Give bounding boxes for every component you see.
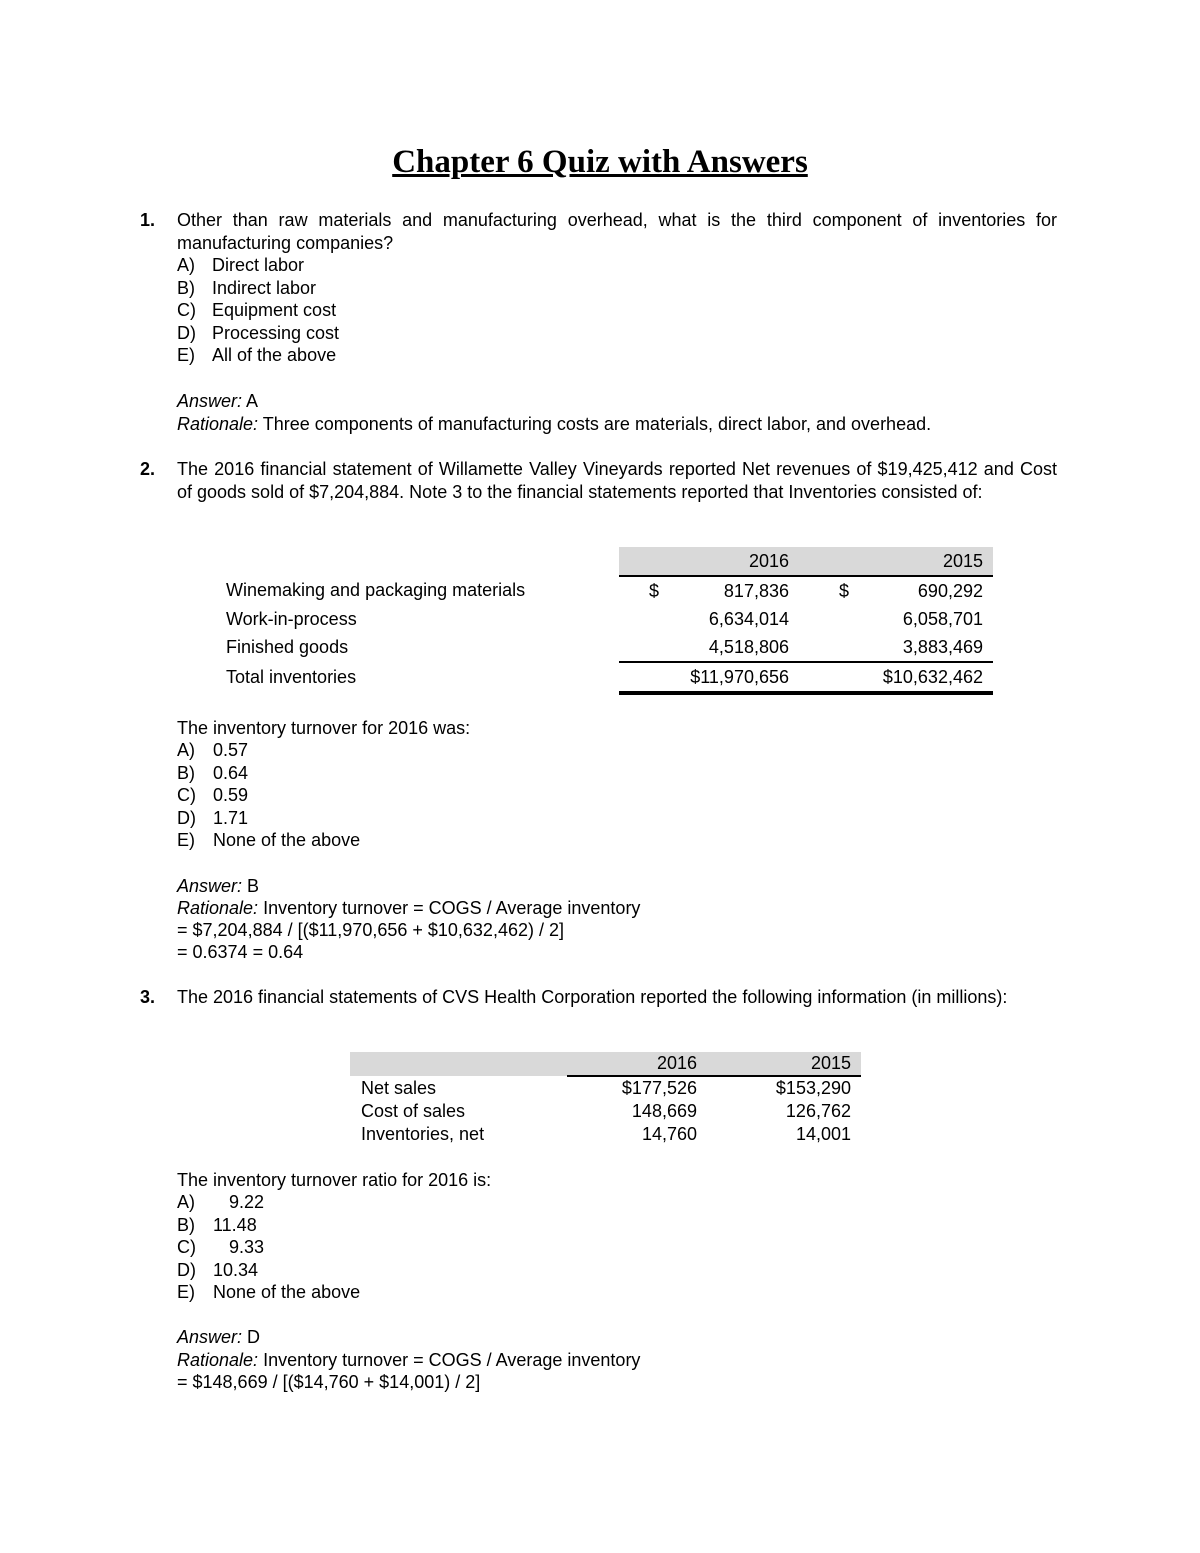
value-2015: $10,632,462 [813, 662, 993, 693]
question-2-number: 2. [140, 459, 156, 479]
answer-label: Answer: [177, 876, 243, 896]
inventory-table [222, 547, 993, 695]
value-2016: 4,518,806 [619, 633, 813, 662]
q2-calculation-2: = 0.6374 = 0.64 [177, 942, 304, 962]
question-1-text: Other than raw materials and manufacturing overhead, what is the third component of inventories for manufacturing companies? [177, 210, 1057, 253]
q3-rationale [177, 1349, 640, 1371]
question-3-number: 3. [140, 987, 156, 1007]
option-letter: C) [177, 785, 196, 805]
rationale-text: Inventory turnover = COGS / Average inventory [263, 898, 641, 918]
option-letter: B) [177, 278, 195, 298]
column-header-2015: 2015 [813, 547, 993, 576]
q2-rationale [177, 897, 640, 919]
question-2-text: The 2016 financial statement of Willamette Valley Vineyards reported Net revenues of $19,425,412 and Cost of goods sold of $7,204,884. Note 3 to the financial statements reported that Inventories consisted of: [177, 459, 1057, 502]
value-2015: 690,292 [917, 580, 983, 601]
option-text: 10.34 [213, 1260, 259, 1280]
q1-option-c [177, 299, 336, 321]
table-header-row [222, 547, 993, 576]
value-2016: $11,970,656 [619, 662, 813, 693]
dollar-sign: $ [649, 580, 660, 601]
q2-option-a [177, 739, 248, 761]
q3-option-a [177, 1191, 264, 1213]
q1-option-b [177, 277, 316, 299]
q2-option-c [177, 784, 248, 806]
q1-rationale [177, 413, 931, 435]
column-header-2016: 2016 [748, 550, 789, 571]
option-text: 0.64 [213, 763, 249, 783]
table-row [350, 1100, 861, 1123]
row-label: Finished goods [226, 637, 349, 657]
option-text: 9.33 [229, 1237, 265, 1257]
value-2016: 6,634,014 [708, 608, 789, 629]
table-row [350, 1076, 861, 1100]
answer-value: B [247, 876, 260, 896]
q3-option-b [177, 1214, 257, 1236]
answer-value: D [247, 1327, 261, 1347]
page-title: Chapter 6 Quiz with Answers [392, 144, 808, 180]
cvs-table [350, 1052, 861, 1146]
q3-option-e [177, 1281, 360, 1303]
option-letter: E) [177, 1282, 195, 1302]
q2-option-d [177, 807, 248, 829]
option-letter: B) [177, 1215, 195, 1235]
option-text: Direct labor [212, 255, 305, 275]
value-2015: 3,883,469 [813, 633, 993, 662]
rationale-label: Rationale: [177, 1350, 259, 1370]
value-2015: 14,001 [795, 1124, 851, 1144]
option-text: 11.48 [213, 1215, 257, 1235]
value-2016: 14,760 [641, 1124, 697, 1144]
option-letter: D) [177, 323, 196, 343]
q2-answer [177, 875, 259, 897]
option-text: 0.59 [213, 785, 249, 805]
q1-answer [177, 390, 258, 412]
value-2015: 6,058,701 [902, 608, 983, 629]
row-label: Winemaking and packaging materials [226, 580, 526, 600]
option-text: 9.22 [229, 1192, 265, 1212]
option-letter: D) [177, 1260, 196, 1280]
column-header-2015: 2015 [711, 1052, 861, 1076]
option-letter: E) [177, 345, 195, 365]
q1-option-a [177, 254, 304, 276]
q3-option-d [177, 1259, 258, 1281]
row-label: Work-in-process [226, 608, 357, 629]
option-letter: C) [177, 1237, 196, 1257]
q1-option-e [177, 344, 336, 366]
option-letter: A) [177, 1192, 195, 1212]
question-1-number: 1. [140, 210, 156, 230]
dollar-sign: $ [839, 580, 850, 601]
rationale-text: Inventory turnover = COGS / Average inventory [263, 1350, 641, 1370]
value-2016: 817,836 [723, 580, 789, 601]
table-row [222, 576, 993, 605]
answer-value: A [246, 391, 259, 411]
question-2-prompt: The inventory turnover for 2016 was: [177, 718, 471, 738]
value-2016: 148,669 [631, 1101, 697, 1121]
table-total-row [222, 662, 993, 693]
option-text: None of the above [213, 1282, 361, 1302]
option-letter: D) [177, 808, 196, 828]
row-label: Net sales [361, 1077, 437, 1098]
question-3-text: The 2016 financial statements of CVS Health Corporation reported the following information (in millions): [177, 987, 1008, 1007]
rationale-label: Rationale: [177, 414, 259, 434]
option-text: 0.57 [213, 740, 249, 760]
row-label: Inventories, net [361, 1124, 485, 1144]
question-3-prompt: The inventory turnover ratio for 2016 is: [177, 1170, 492, 1190]
q3-answer [177, 1326, 260, 1348]
option-letter: E) [177, 830, 195, 850]
row-label: Cost of sales [361, 1101, 466, 1121]
row-label: Total inventories [226, 667, 357, 687]
value-2015: 126,762 [785, 1101, 851, 1121]
option-letter: C) [177, 300, 196, 320]
table-row [350, 1123, 861, 1146]
option-letter: A) [177, 255, 195, 275]
option-text: All of the above [212, 345, 337, 365]
rationale-text: Three components of manufacturing costs are materials, direct labor, and overhead. [262, 414, 932, 434]
option-letter: B) [177, 763, 195, 783]
table-header-row [350, 1052, 861, 1076]
column-header-2016: 2016 [567, 1052, 711, 1076]
q2-option-e [177, 829, 360, 851]
answer-label: Answer: [177, 1327, 243, 1347]
q1-option-d [177, 322, 339, 344]
option-letter: A) [177, 740, 195, 760]
rationale-label: Rationale: [177, 898, 259, 918]
table-row [222, 633, 993, 662]
value-2015: $153,290 [775, 1078, 851, 1098]
q2-calculation-1: = $7,204,884 / [($11,970,656 + $10,632,462) / 2] [177, 920, 564, 940]
q3-calculation-1: = $148,669 / [($14,760 + $14,001) / 2] [177, 1372, 481, 1392]
q2-option-b [177, 762, 248, 784]
table-row [222, 605, 993, 633]
option-text: 1.71 [213, 808, 249, 828]
answer-label: Answer: [177, 391, 243, 411]
q3-option-c [177, 1236, 264, 1258]
option-text: Equipment cost [212, 300, 337, 320]
value-2016: $177,526 [621, 1078, 697, 1098]
option-text: None of the above [213, 830, 361, 850]
option-text: Indirect labor [212, 278, 317, 298]
option-text: Processing cost [212, 323, 340, 343]
